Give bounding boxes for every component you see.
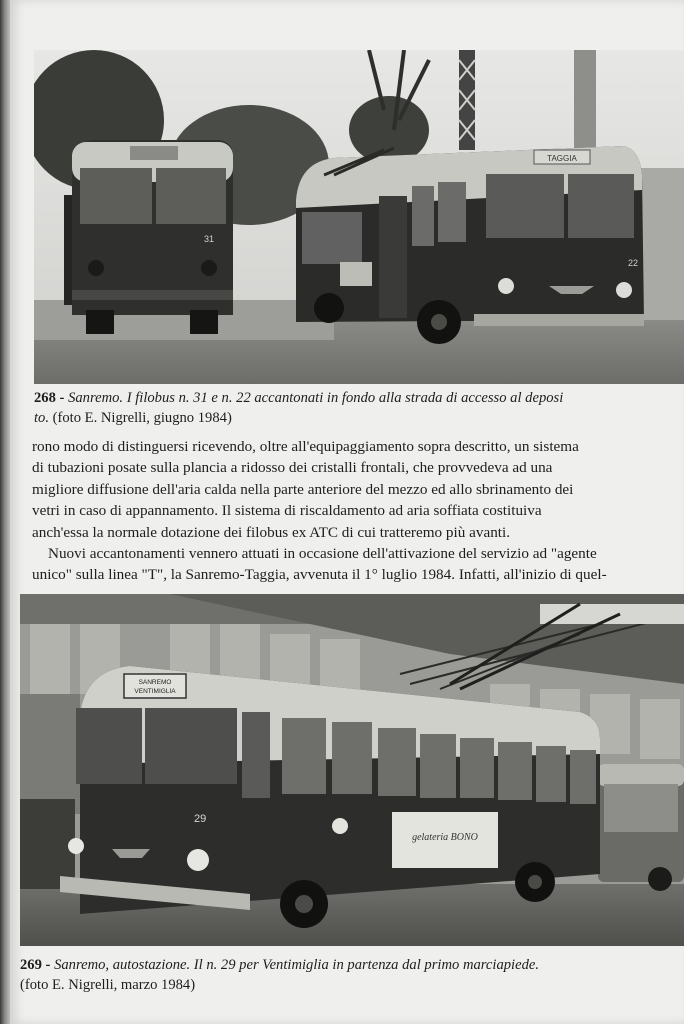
body-line: unico" sulla linea "T", la Sanremo-Taggia, avvenuta il 1° luglio 1984. Infatti, all'inizio di quel-: [32, 566, 607, 584]
photo-credit: (foto E. Nigrelli, marzo 1984): [20, 977, 196, 993]
bus-31-number: 31: [204, 234, 215, 244]
bus-31: [64, 140, 233, 334]
photo-trolleybuses-31-22: [34, 50, 684, 384]
caption-text: Sanremo. I filobus n. 31 e n. 22 accantonati in fondo alla strada di accesso al deposi: [68, 390, 564, 406]
body-paragraphs: [32, 436, 684, 586]
photo-trolleybus-29: [20, 594, 684, 946]
body-line: Nuovi accantonamenti vennero attuati in occasione dell'attivazione del servizio ad "agente: [48, 545, 597, 563]
bus-22: [296, 146, 644, 344]
caption-text-continuation: to.: [34, 410, 49, 426]
photo-bottom-illustration: [20, 594, 684, 946]
caption-photo-269: [20, 955, 684, 995]
bus-22-destination: TAGGIA: [547, 154, 577, 163]
caption-number: 269 -: [20, 957, 55, 973]
photo-top-illustration: [34, 50, 684, 384]
body-line: migliore diffusione dell'aria calda nella parte anteriore del mezzo ed allo sbrinamento dei: [32, 480, 574, 498]
caption-number: 268 -: [34, 390, 69, 406]
bus-22-number: 22: [628, 258, 639, 268]
body-line: di tubazioni posate sulla plancia a ridosso dei cristalli frontali, che provvedeva ad una: [32, 459, 553, 477]
caption-photo-268: [34, 388, 684, 428]
body-line: anch'essa la normale dotazione dei filobus ex ATC di cui tratteremo più avanti.: [32, 523, 511, 541]
advertisement-text: gelateria BONO: [412, 832, 478, 843]
body-line: rono modo di distinguersi ricevendo, oltre all'equipaggiamento sopra descritto, un sistema: [32, 438, 579, 455]
bus-background: [598, 764, 684, 891]
photo-credit: (foto E. Nigrelli, giugno 1984): [49, 410, 232, 426]
caption-text: Sanremo, autostazione. Il n. 29 per Ventimiglia in partenza dal primo marciapiede.: [54, 957, 539, 973]
bus-29-number: 29: [194, 813, 207, 825]
destination-sign-line1: SANREMO: [138, 679, 172, 686]
destination-sign-line2: VENTIMIGLIA: [134, 688, 176, 695]
body-line: vetri in caso di appannamento. Il sistema di riscaldamento ad aria soffiata costituiva: [32, 502, 542, 520]
